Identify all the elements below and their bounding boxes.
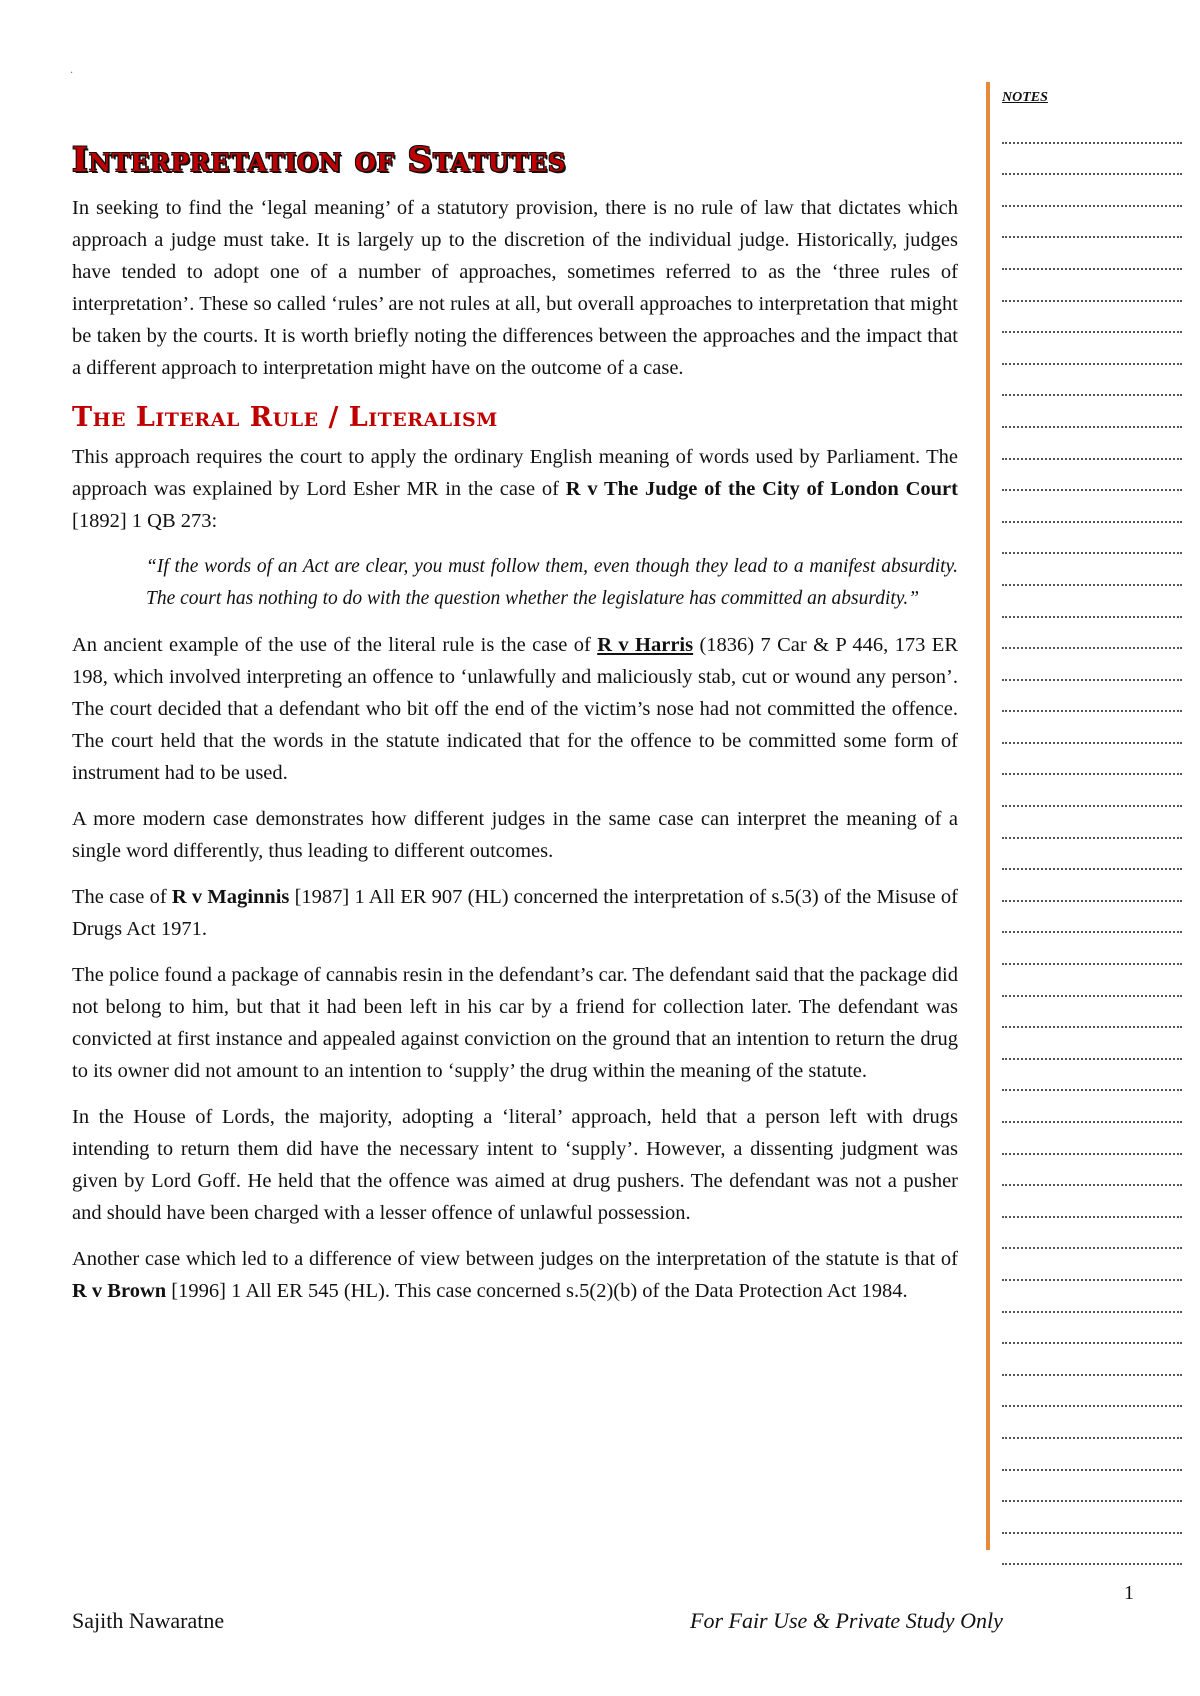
notes-line [1002,144,1182,176]
paragraph-literal-approach [72,441,958,537]
case-name: R v Brown [72,1280,167,1302]
notes-line [1002,933,1182,965]
paragraph-police-facts: The police found a package of cannabis resin in the defendant’s car. The defendant said that the package did not belong to him, but that it had been left in his car by a friend for collection later. The defendant was convicted at first instance and appealed against conviction on the ground that an intention to return the drug to its owner did not amount to an intention to ‘supply’ the drug within the meaning of the statute. [72,964,958,1082]
main-content [72,140,958,1321]
notes-line [1002,1249,1182,1281]
notes-line [1002,712,1182,744]
notes-line [1002,1439,1182,1471]
text: Another case which led to a difference of view between judges on the interpretation of the statute is that of [72,1248,958,1270]
case-name: R v Maginnis [171,886,290,908]
notes-line [1002,870,1182,902]
notes-line [1002,681,1182,713]
notes-line [1002,1123,1182,1155]
notes-line [1002,965,1182,997]
notes-line [1002,1407,1182,1439]
notes-line [1002,491,1182,523]
notes-line [1002,1344,1182,1376]
notes-line [1002,554,1182,586]
notes-line [1002,270,1182,302]
paragraph-brown [72,1243,958,1307]
notes-line [1002,1091,1182,1123]
notes-line [1002,649,1182,681]
section-heading-literal-rule: The Literal Rule / Literalism [72,402,498,433]
text: [1996] 1 All ER 545 (HL). This case concerned s.5(2)(b) of the Data Protection Act 1984. [166,1280,908,1302]
notes-line [1002,1313,1182,1345]
notes-line [1002,460,1182,492]
notes-line [1002,333,1182,365]
notes-line [1002,1281,1182,1313]
notes-line [1002,1218,1182,1250]
footer-author: Sajith Nawaratne [72,1608,225,1633]
page-number: 1 [1124,1582,1134,1604]
notes-line [1002,1186,1182,1218]
notes-line [1002,238,1182,270]
notes-column [1002,90,1182,1565]
notes-line [1002,175,1182,207]
notes-line [1002,112,1182,144]
notes-line [1002,586,1182,618]
text: The case of [72,886,172,908]
notes-line [1002,618,1182,650]
notes-line [1002,365,1182,397]
notes-lines [1002,112,1182,1565]
text: [1987] 1 All ER 907 (HL) concerned the interpretation of s.5(3) of the Misuse of Drugs Act 1971. [72,886,958,940]
notes-line [1002,902,1182,934]
notes-line [1002,1534,1182,1566]
notes-divider [986,82,990,1550]
text: (1836) 7 Car & P 446, 173 ER 198, which involved interpreting an offence to ‘unlawfully and maliciously stab, cut or wound any person’. The court decided that a defendant who bit off the end of the victim’s nose had not committed the offence. The court held that the words in the statute indicated that for the offence to be committed some form of instrument had to be used. [72,634,958,784]
paragraph-modern-case: A more modern case demonstrates how different judges in the same case can interpret the meaning of a single word differently, thus leading to different outcomes. [72,808,958,862]
text: [1892] 1 QB 273: [72,510,218,532]
intro-paragraph: In seeking to find the ‘legal meaning’ of a statutory provision, there is no rule of law that dictates which approach a judge must take. It is largely up to the discretion of the individual judge. Historically, judges have tended to adopt one of a number of approaches, sometimes referred to as the ‘three rules of interpretation’. These so called ‘rules’ are not rules at all, but overall approaches to interpretation that might be taken by the courts. It is worth briefly noting the differences between the approaches and the impact that a different approach to interpretation might have on the outcome of a case. [72,197,958,379]
block-quote: “If the words of an Act are clear, you must follow them, even though they lead to a manifest absurdity. The court has nothing to do with the question whether the legislature has committed an absurdity.” [146,556,958,609]
notes-line [1002,523,1182,555]
notes-line [1002,428,1182,460]
notes-line [1002,302,1182,334]
notes-line [1002,807,1182,839]
notes-line [1002,1155,1182,1187]
notes-line [1002,744,1182,776]
notes-line [1002,1502,1182,1534]
notes-line [1002,839,1182,871]
page-title: Interpretation of Statutes [72,140,567,180]
paragraph-maginnis [72,881,958,945]
notes-line [1002,1060,1182,1092]
notes-line [1002,997,1182,1029]
case-name-underlined: R v Harris [597,634,694,656]
notes-line [1002,1471,1182,1503]
case-name: R v The Judge of the City of London Court [565,478,958,500]
text: This approach requires the court to apply the ordinary English meaning of words used by Parliament. The approach was explained by Lord Esher MR in the case of [72,446,958,500]
header-mark: . [70,62,73,76]
paragraph-harris [72,629,958,789]
notes-line [1002,775,1182,807]
text: An ancient example of the use of the literal rule is the case of [72,634,598,656]
notes-line [1002,1028,1182,1060]
paragraph-house-of-lords: In the House of Lords, the majority, adopting a ‘literal’ approach, held that a person left with drugs intending to return them did have the necessary intent to ‘supply’. However, a dissenting judgment was given by Lord Goff. He held that the offence was aimed at drug pushers. The defendant was not a pusher and should have been charged with a lesser offence of unlawful possession. [72,1106,958,1224]
notes-line [1002,1376,1182,1408]
notes-line [1002,396,1182,428]
notes-line [1002,207,1182,239]
footer-disclaimer: For Fair Use & Private Study Only [690,1608,1003,1633]
notes-heading: NOTES [1002,90,1048,105]
